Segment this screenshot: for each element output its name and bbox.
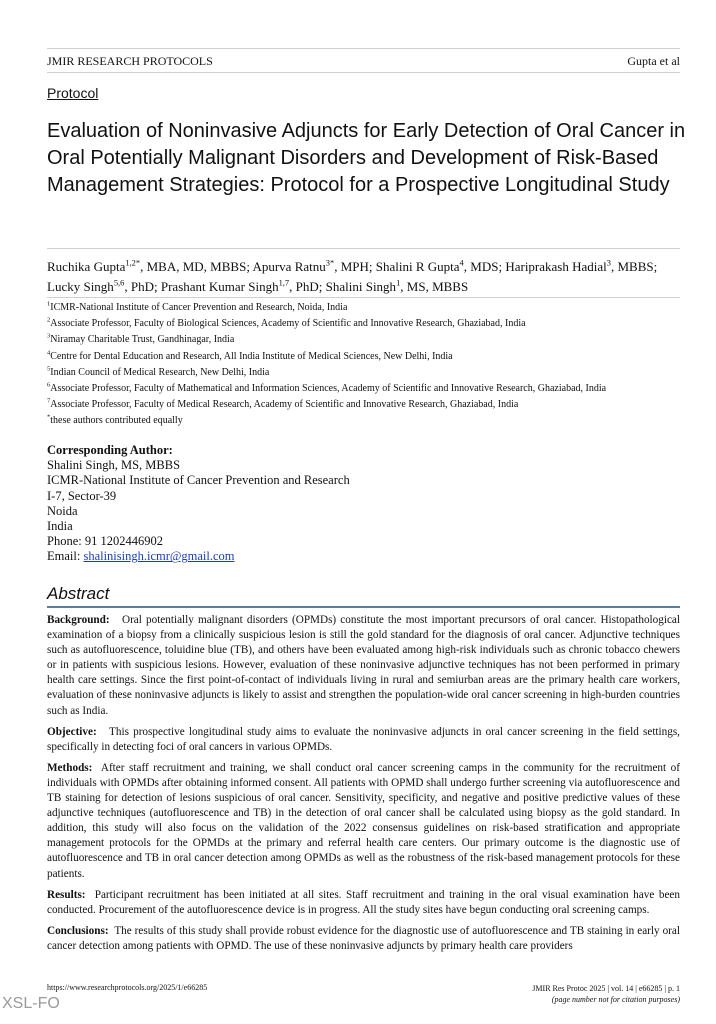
abstract-heading: Abstract	[47, 584, 110, 603]
xslfo-watermark: XSL-FO	[2, 995, 60, 1012]
corresponding-line: India	[47, 519, 73, 534]
affiliation-item	[47, 349, 687, 365]
footer-citation-block	[532, 983, 680, 1005]
author-name: Hariprakash Hadial	[505, 259, 607, 274]
author-name: Apurva Ratnu	[252, 259, 326, 274]
affiliation-num: 2	[47, 316, 51, 324]
email-label: Email:	[47, 549, 81, 564]
author-degrees: MBBS	[617, 259, 654, 274]
author-degrees: MPH	[340, 259, 369, 274]
affiliation-text: Associate Professor, Faculty of Biological Sciences, Academy of Scientific and Innovative Research, Ghaziabad, India	[50, 318, 526, 330]
abstract-body	[47, 613, 680, 960]
section-label: Methods:	[47, 761, 93, 774]
section-label: Objective:	[47, 725, 97, 738]
section-text: Oral potentially malignant disorders (OPMDs) constitute the most important precursors of oral cancer. Histopathological examination of a biopsy from a clinically suspicious lesion is still the gold standard for the diagnosis of oral cancer. Adjunctive techniques such as autofluorescence, toluidine blue (TB), and others have been evaluated among high-risk individuals such as chronic tobacco chewers or in patients with suspicious lesions. However, evaluation of these noninvasive adjunctive techniques has not been performed in primary health care settings. Since the first point-of-contact of individuals living in rural and semiurban areas are the primary health care workers, evaluation of these noninvasive adjuncts is likely to assist and strengthen the population-wide oral cancer screening in high-burden countries such as India.	[47, 614, 680, 717]
abstract-section	[47, 725, 680, 755]
corresponding-author	[47, 443, 350, 565]
affiliation-item	[47, 413, 687, 429]
abstract-rule	[47, 606, 680, 608]
affiliation-item	[47, 381, 687, 397]
author-degrees: MS, MBBS	[406, 279, 469, 294]
section-label: Background:	[47, 614, 110, 626]
author-name: Prashant Kumar Singh	[160, 279, 279, 294]
corresponding-line: Phone: 91 1202446902	[47, 534, 163, 549]
affiliation-num: 5	[47, 365, 51, 373]
footer-note: (page number not for citation purposes)	[551, 995, 680, 1004]
author-name: Lucky Singh	[47, 279, 114, 294]
footer-url[interactable]: https://www.researchprotocols.org/2025/1/e66285	[47, 983, 208, 992]
abstract-section	[47, 924, 680, 954]
abstract-section	[47, 613, 680, 719]
author-name: Shalini R Gupta	[375, 259, 460, 274]
affiliation-num: 3	[47, 333, 51, 341]
footer-citation: JMIR Res Protoc 2025 | vol. 14 | e66285 | p. 1	[532, 984, 680, 993]
affiliation-text: Associate Professor, Faculty of Medical Research, Academy of Scientific and Innovative Research, Ghaziabad, India	[50, 399, 519, 411]
affiliation-text: ICMR-National Institute of Cancer Prevention and Research, Noida, India	[50, 302, 348, 313]
running-author: Gupta et al	[627, 54, 680, 68]
author-sup: 1,7	[278, 277, 290, 288]
affiliation-text: Associate Professor, Faculty of Mathematical and Information Sciences, Academy of Scientific and Innovative Research, Ghaziabad, India	[50, 383, 607, 395]
affiliation-item	[47, 397, 687, 413]
article-title: Evaluation of Noninvasive Adjuncts for Early Detection of Oral Cancer in Oral Potentially Malignant Disorders and Development of Risk-Based Management Strategies: Protocol for a Prospective Longitudinal Study	[47, 120, 686, 196]
title-rule	[47, 248, 680, 249]
top-rule	[47, 48, 680, 49]
author-sup: 3	[606, 257, 611, 268]
affiliation-num: 1	[47, 300, 51, 308]
affiliation-text: Centre for Dental Education and Research, All India Institute of Medical Sciences, New Delhi, India	[50, 350, 453, 362]
affiliation-text: Indian Council of Medical Research, New Delhi, India	[50, 366, 270, 378]
header-rule	[47, 72, 680, 73]
author-degrees: MBA, MD, MBBS	[146, 259, 247, 274]
section-text: The results of this study shall provide robust evidence for the diagnostic use of autofluorescence and TB staining in early oral cancer detection among patients with OPMD. The use of these noninvasive adjuncts by primary health care providers	[47, 924, 680, 952]
author-sup: 3*	[325, 257, 335, 268]
author-degrees: MDS	[470, 259, 499, 274]
section-text: Participant recruitment has been initiated at all sites. Staff recruitment and training in the oral visual examination have been conducted. Procurement of the autofluorescence device is in progress. All the study sites have begun conducting oral screening camps.	[47, 888, 680, 916]
corresponding-line: Shalini Singh, MS, MBBS	[47, 458, 181, 473]
section-label: Results:	[47, 888, 86, 901]
author-sup: 1	[396, 277, 401, 288]
affiliation-item	[47, 300, 687, 316]
email-link[interactable]: shalinisingh.icmr@gmail.com	[83, 549, 235, 564]
corresponding-heading: Corresponding Author:	[47, 443, 173, 457]
author-rule	[47, 297, 680, 298]
affiliation-text: these authors contributed equally	[50, 415, 183, 427]
corresponding-line: ICMR-National Institute of Cancer Prevention and Research	[47, 473, 350, 488]
section-text: This prospective longitudinal study aims to evaluate the noninvasive adjuncts in oral cancer screening in the field settings, specifically in detecting foci of oral cancers in various OPMDs.	[47, 725, 680, 753]
section-label: Conclusions:	[47, 924, 109, 937]
affiliation-item	[47, 332, 687, 348]
affiliation-num: 7	[47, 397, 51, 405]
affiliation-item	[47, 365, 687, 381]
author-list: Ruchika Gupta$^{1,2*}$, MBA, MD, MBBS; Apurva Ratnu$^{3*}$, MPH; Shalini R Gupta$^4$, MDS; Hariprakash Hadial$^3$, MBBS; Lucky Singh$^{5,6}$, PhD; Prashant Kumar Singh$^{1,7}$, PhD; Shalini Singh$^1$, MS, MBBS	[47, 257, 658, 294]
author-sup: 1,2*	[125, 257, 141, 268]
affiliation-text: Niramay Charitable Trust, Gandhinagar, India	[50, 334, 235, 346]
author-sup: 5,6	[113, 277, 125, 288]
author-degrees: PhD	[130, 279, 154, 294]
corresponding-line: I-7, Sector-39	[47, 488, 117, 503]
affiliation-num: 4	[47, 349, 51, 357]
section-text: After staff recruitment and training, we shall conduct oral cancer screening camps in the community for the recruitment of individuals with OPMDs after obtaining informed consent. All patients with OPMD shall undergo further screening via autofluorescence and TB staining for detection of lesions suspicious of oral cancer. Sensitivity, specificity, and negative and positive predictive values of these adjunctive techniques (autofluorescence and TB) in the detection of oral cancer shall be calculated using biopsy as the gold standard. In addition, this study will also focus on the validation of the 2022 consensus guidelines on risk-based stratification and appropriate management protocols for the OPMDs at the primary and referral health care centers. Our primary outcome is the diagnostic use of autofluorescence and TB in oral cancer detection among OPMDs as well as the robustness of the risk-based management protocols for these patients.	[47, 761, 680, 880]
affiliation-item	[47, 316, 687, 332]
abstract-section	[47, 761, 680, 882]
affiliation-num: *	[47, 414, 51, 422]
affiliation-num: 6	[47, 381, 51, 389]
abstract-section	[47, 888, 680, 918]
affiliation-list	[47, 300, 687, 430]
author-degrees: PhD	[295, 279, 319, 294]
author-name: Shalini Singh	[325, 279, 397, 294]
article-type: Protocol	[47, 85, 99, 101]
author-sup: 4	[459, 257, 464, 268]
journal-name: JMIR RESEARCH PROTOCOLS	[47, 54, 213, 68]
corresponding-line: Noida	[47, 503, 78, 518]
author-name: Ruchika Gupta	[47, 259, 126, 274]
